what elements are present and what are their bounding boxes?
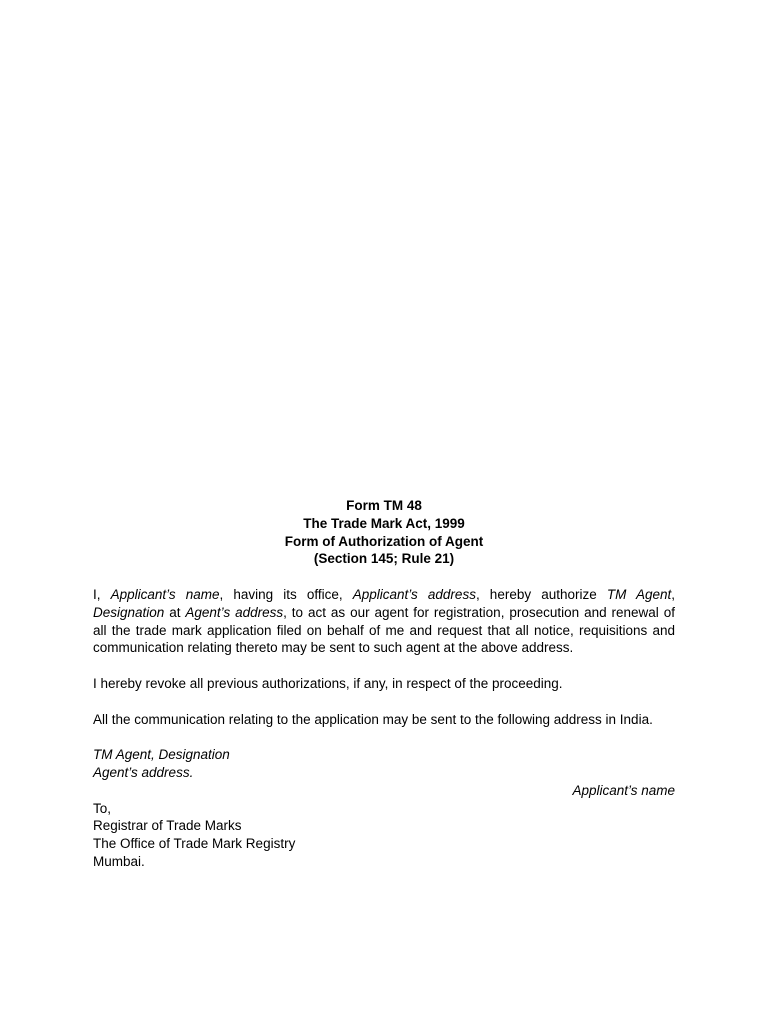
form-heading xyxy=(93,497,675,568)
applicant-name-placeholder: Applicant’s name xyxy=(110,586,220,602)
para-text: at xyxy=(164,604,186,620)
agent-address-line: Agent’s address. xyxy=(93,764,194,780)
para-text: , xyxy=(671,586,675,602)
act-title: The Trade Mark Act, 1999 xyxy=(303,515,465,531)
agent-address-block xyxy=(93,746,675,782)
section-rule: (Section 145; Rule 21) xyxy=(313,551,455,567)
para-text: , having its office, xyxy=(219,586,353,602)
para-text: I, xyxy=(93,586,111,602)
revocation-paragraph: I hereby revoke all previous authorizations, if any, in respect of the proceeding. xyxy=(93,675,563,691)
form-title: Form of Authorization of Agent xyxy=(284,533,484,549)
office-line: The Office of Trade Mark Registry xyxy=(93,836,296,852)
form-content xyxy=(93,497,675,871)
tm-agent-placeholder: TM Agent xyxy=(606,586,672,602)
applicant-signature: Applicant’s name xyxy=(572,782,675,798)
designation-placeholder: Designation xyxy=(93,604,165,620)
addressee-block xyxy=(93,800,675,871)
form-number: Form TM 48 xyxy=(346,498,422,513)
agent-designation-line: TM Agent, Designation xyxy=(93,747,230,763)
authorization-paragraph xyxy=(93,586,675,657)
para-text: , to act as our agent for registration, prosecution and renewal of all the trade mark application filed on behalf of me and request that all notice, requisitions and communication relating thereto may be sent to such agent at the above address. xyxy=(93,604,675,656)
applicant-address-placeholder: Applicant’s address xyxy=(352,586,476,602)
para-text: , hereby authorize xyxy=(475,586,607,602)
registrar-line: Registrar of Trade Marks xyxy=(93,818,242,834)
agent-address-placeholder: Agent’s address xyxy=(185,604,284,620)
city-line: Mumbai. xyxy=(93,853,145,869)
communication-paragraph: All the communication relating to the application may be sent to the following address in India. xyxy=(93,711,653,727)
to-line: To, xyxy=(93,800,112,816)
